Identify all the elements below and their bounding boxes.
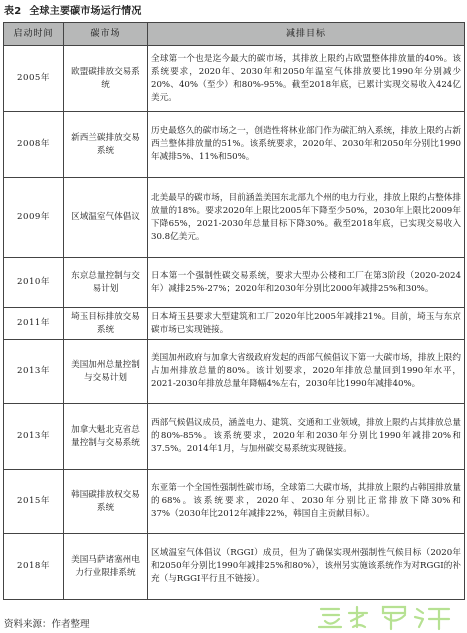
yiqijia-logo-watermark-icon [313, 601, 463, 631]
cell-target: 日本第一个强制性碳交易系统，要求大型办公楼和工厂在第3阶段（2020-2024年）减排25%-27%；2020年和2030年分别比2000年减排25%和30%。 [148, 258, 465, 308]
cell-market: 新西兰碳排放交易系统 [64, 112, 148, 178]
cell-year: 2005年 [4, 46, 64, 112]
cell-market: 东京总量控制与交易计划 [64, 258, 148, 308]
table-row [4, 46, 465, 112]
cell-year: 2008年 [4, 112, 64, 178]
cell-year: 2018年 [4, 534, 64, 600]
table-row [4, 308, 465, 340]
cell-year: 2010年 [4, 258, 64, 308]
cell-market: 欧盟碳排放交易系统 [64, 46, 148, 112]
cell-market: 埼玉目标排放交易系统 [64, 308, 148, 340]
header-carbon-market: 碳市场 [64, 23, 148, 46]
cell-market: 加拿大魁北克省总量控制与交易系统 [64, 404, 148, 470]
cell-year: 2013年 [4, 340, 64, 404]
table-row [4, 258, 465, 308]
table-header-row [4, 23, 465, 46]
cell-target: 东亚第一个全国性强制性碳市场，全球第二大碳市场，其排放上限约占韩国排放量的68%。该系统要求，2020年、2030年分别比正常排放下降30%和37%（2030年比2012年减排22%，韩国自主贡献目标）。 [148, 470, 465, 534]
table-row [4, 112, 465, 178]
cell-target: 历史最悠久的碳市场之一，创造性将林业部门作为碳汇纳入系统，排放上限约占新西兰整体排放量的51%。该系统要求，2020年、2030年和2050年分别比1990年减排5%、11%和50%。 [148, 112, 465, 178]
cell-market: 区域温室气体倡议 [64, 178, 148, 258]
table-title: 全球主要碳市场运行情况 [29, 6, 142, 17]
table-row [4, 178, 465, 258]
table-caption [4, 2, 142, 17]
table-number: 表2 [4, 6, 22, 17]
cell-year: 2011年 [4, 308, 64, 340]
cell-market: 韩国碳排放权交易系统 [64, 470, 148, 534]
cell-market: 美国加州总量控制与交易计划 [64, 340, 148, 404]
cell-target: 区域温室气体倡议（RGGI）成员，但为了确保实现州强制性气候目标（2020年和2050年分别比1990年减排25%和80%），该州另实施该系统作为对RGGI的补充（与RGGI平行且不链接）。 [148, 534, 465, 600]
header-reduction-target: 减排目标 [148, 23, 465, 46]
cell-target: 全球第一个也是迄今最大的碳市场，其排放上限约占欧盟整体排放量的40%。该系统要求，2020年、2030年和2050年温室气体排放要比1990年分别减少20%、40%（至少）和80%-95%。截至2018年底，已累计实现交易收入424亿美元。 [148, 46, 465, 112]
header-start-time: 启动时间 [4, 23, 64, 46]
cell-year: 2013年 [4, 404, 64, 470]
cell-market: 美国马萨诸塞州电力行业限排系统 [64, 534, 148, 600]
table-row [4, 534, 465, 600]
cell-target: 西部气候倡议成员，涵盖电力、建筑、交通和工业领域，排放上限约占其排放总量的80%-85%。该系统要求，2020年和2030年分别比1990年减排20%和37.5%。2014年1月，与加州碳交易系统实现链接。 [148, 404, 465, 470]
cell-year: 2015年 [4, 470, 64, 534]
cell-target: 美国加州政府与加拿大省级政府发起的西部气候倡议下第一大碳市场，排放上限约占加州排放总量的80%。该计划要求，2020年排放总量回到1990年水平，2021-2030年排放总量年降幅4%左右，2030年比1990年减排40%。 [148, 340, 465, 404]
source-note: 资料来源：作者整理 [4, 619, 90, 630]
cell-year: 2009年 [4, 178, 64, 258]
table-row [4, 340, 465, 404]
cell-target: 北美最早的碳市场，目前涵盖美国东北部九个州的电力行业，排放上限约占整体排放量的18%。要求2020年上限比2005年下降至少50%，2030年上限比2009年下降65%，2021-2030年总量目标下降30%。截至2018年底，已实现交易收入30.8亿美元。 [148, 178, 465, 258]
table-row [4, 404, 465, 470]
carbon-market-table [3, 22, 465, 600]
cell-target: 日本埼玉县要求大型建筑和工厂2020年比2005年减排21%。目前，埼玉与东京碳市场已实现链接。 [148, 308, 465, 340]
table-row [4, 470, 465, 534]
